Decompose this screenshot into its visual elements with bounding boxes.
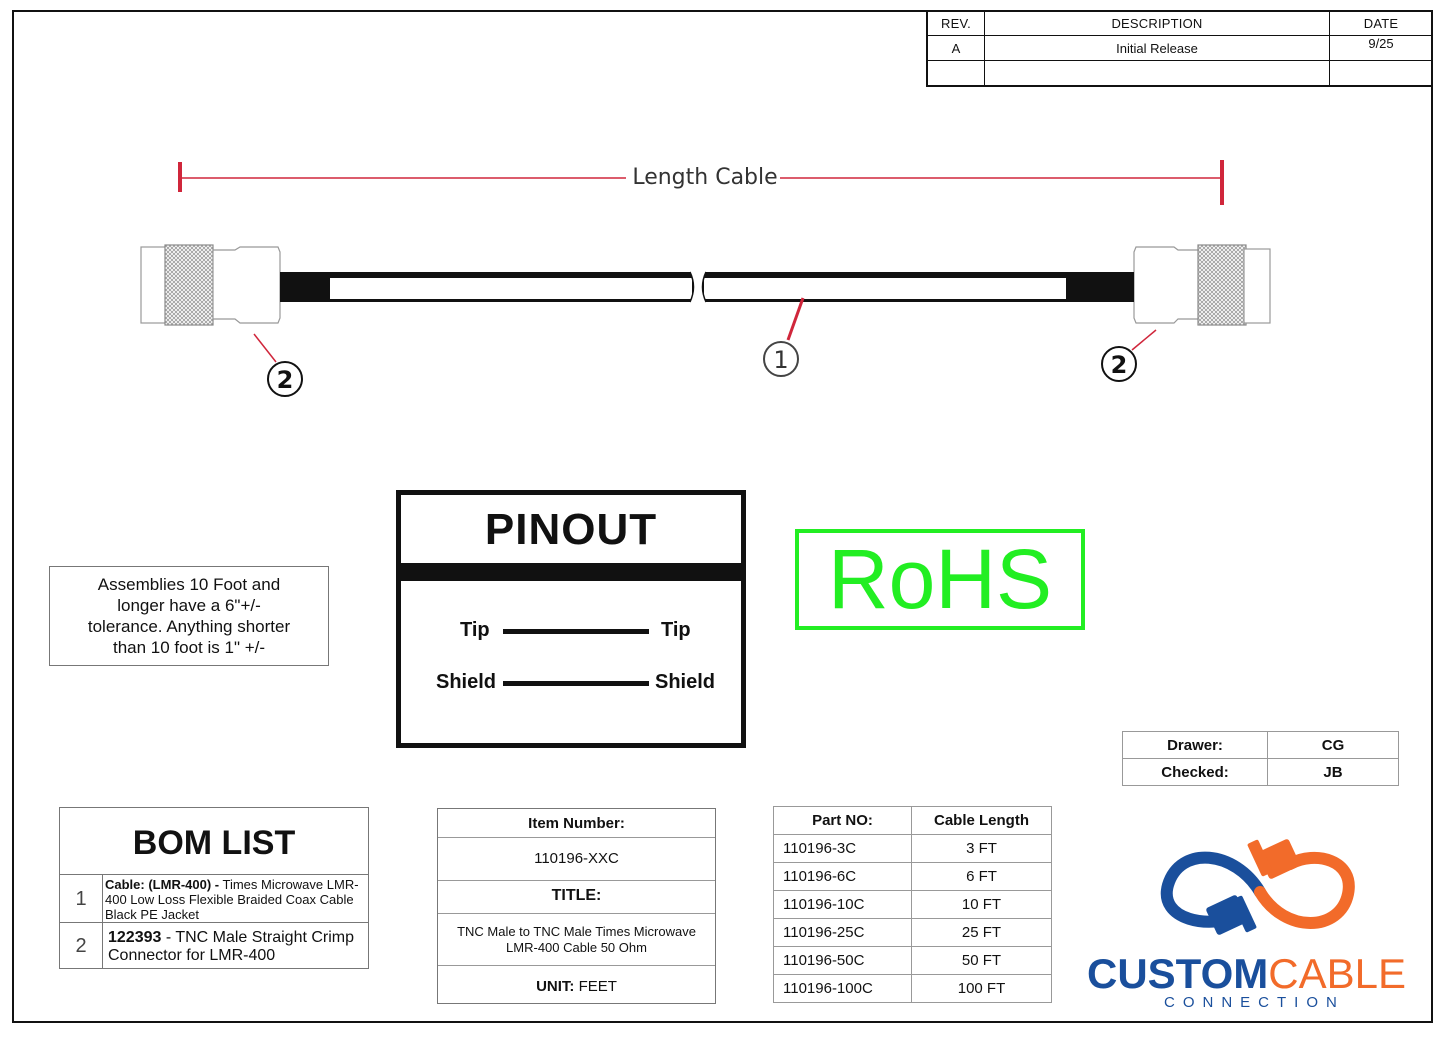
title-label: TITLE:: [438, 881, 715, 914]
cable-length-cell: 100 FT: [912, 975, 1052, 1003]
note-line: longer have a 6"+/-: [117, 596, 261, 615]
cable-length-cell: 25 FT: [912, 919, 1052, 947]
logo-wordmark: [1087, 950, 1406, 998]
part-number-cell: 110196-50C: [774, 947, 912, 975]
rev-cell: A: [927, 36, 985, 61]
balloon-2-left: [268, 362, 302, 396]
svg-text:1: 1: [773, 346, 789, 374]
balloon-2-right: [1102, 347, 1136, 381]
pin-left-label: Tip: [460, 619, 490, 641]
cable-length-cell: 3 FT: [912, 835, 1052, 863]
unit-row: [438, 967, 715, 1003]
pinout-box: [396, 490, 746, 748]
description-cell: Initial Release: [985, 36, 1330, 61]
date-cell: 9/25: [1330, 36, 1433, 61]
unit-value: FEET: [574, 978, 617, 995]
tolerance-note: [49, 566, 329, 666]
title-block: [437, 808, 716, 1004]
date-header: DATE: [1330, 11, 1433, 36]
pin-right-label: Tip: [661, 619, 691, 641]
cable-length-header: Cable Length: [912, 807, 1052, 835]
item-number-value: 110196-XXC: [438, 838, 715, 881]
cable-length-cell: 10 FT: [912, 891, 1052, 919]
part-number-cell: 110196-10C: [774, 891, 912, 919]
description-header: DESCRIPTION: [985, 11, 1330, 36]
title-line: TNC Male to TNC Male Times Microwave: [457, 924, 696, 939]
pinout-divider: [401, 563, 741, 581]
balloon-1: [764, 342, 798, 376]
drawer-label: Drawer:: [1123, 732, 1268, 759]
part-number-cell: 110196-100C: [774, 975, 912, 1003]
bom-desc-text: - TNC Male Straight Crimp Connector for LMR-400: [108, 929, 355, 964]
logo-word-cable: CABLE: [1268, 950, 1406, 997]
logo-word-custom: CUSTOM: [1087, 950, 1269, 997]
pin-left-label: Shield: [436, 671, 497, 693]
note-line: than 10 foot is 1" +/-: [112, 638, 266, 657]
title-line: LMR-400 Cable 50 Ohm: [506, 940, 647, 955]
logo-cable-icon: [1150, 830, 1370, 950]
pinout-title: PINOUT: [484, 505, 658, 554]
note-line: tolerance. Anything shorter: [87, 617, 291, 636]
part-number-cell: 110196-25C: [774, 919, 912, 947]
unit-label: UNIT:: [536, 978, 575, 995]
cable-leader: [788, 298, 803, 340]
approval-table: [1122, 731, 1399, 786]
length-label: Length Cable: [632, 165, 778, 190]
bom-item-description: [105, 877, 364, 922]
part-number-cell: 110196-3C: [774, 835, 912, 863]
logo-subtitle: CONNECTION: [1164, 994, 1345, 1011]
title-value: [438, 914, 715, 966]
svg-text:2: 2: [1110, 351, 1128, 379]
cable-length-cell: 50 FT: [912, 947, 1052, 975]
part-no-header: Part NO:: [774, 807, 912, 835]
bom-desc-text: Times Microwave LMR-400 Low Loss Flexible Braided Coax Cable Black PE Jacket: [105, 877, 359, 922]
part-number-table: [773, 806, 1052, 1003]
bom-title: BOM LIST: [132, 824, 296, 862]
drawer-value: CG: [1268, 732, 1399, 759]
bom-item-number: 1: [60, 875, 103, 923]
checked-value: JB: [1268, 759, 1399, 786]
bom-part-id: 122393: [108, 929, 162, 946]
bom-part-id: Cable: (LMR-400) -: [105, 877, 220, 892]
cable-length-cell: 6 FT: [912, 863, 1052, 891]
bom-row: [60, 874, 368, 923]
right-connector: [1134, 245, 1270, 325]
part-number-cell: 110196-6C: [774, 863, 912, 891]
rev-header: REV.: [927, 11, 985, 36]
rohs-mark: RoHS: [795, 529, 1085, 630]
note-line: Assemblies 10 Foot and: [97, 575, 281, 594]
bom-item-number: 2: [60, 923, 103, 969]
pin-wire: [503, 681, 649, 686]
left-connector-leader: [254, 334, 276, 362]
checked-label: Checked:: [1123, 759, 1268, 786]
cable-drawing: [0, 0, 1445, 420]
left-connector: [141, 245, 280, 325]
svg-text:2: 2: [276, 366, 294, 394]
pin-wire: [503, 629, 649, 634]
bom-row: [60, 922, 368, 969]
bom-list: [59, 807, 369, 969]
right-connector-leader: [1132, 330, 1156, 350]
bom-item-description: [108, 929, 364, 965]
pin-right-label: Shield: [655, 671, 716, 693]
item-number-label: Item Number:: [438, 809, 715, 838]
cable-body: [280, 272, 1134, 302]
